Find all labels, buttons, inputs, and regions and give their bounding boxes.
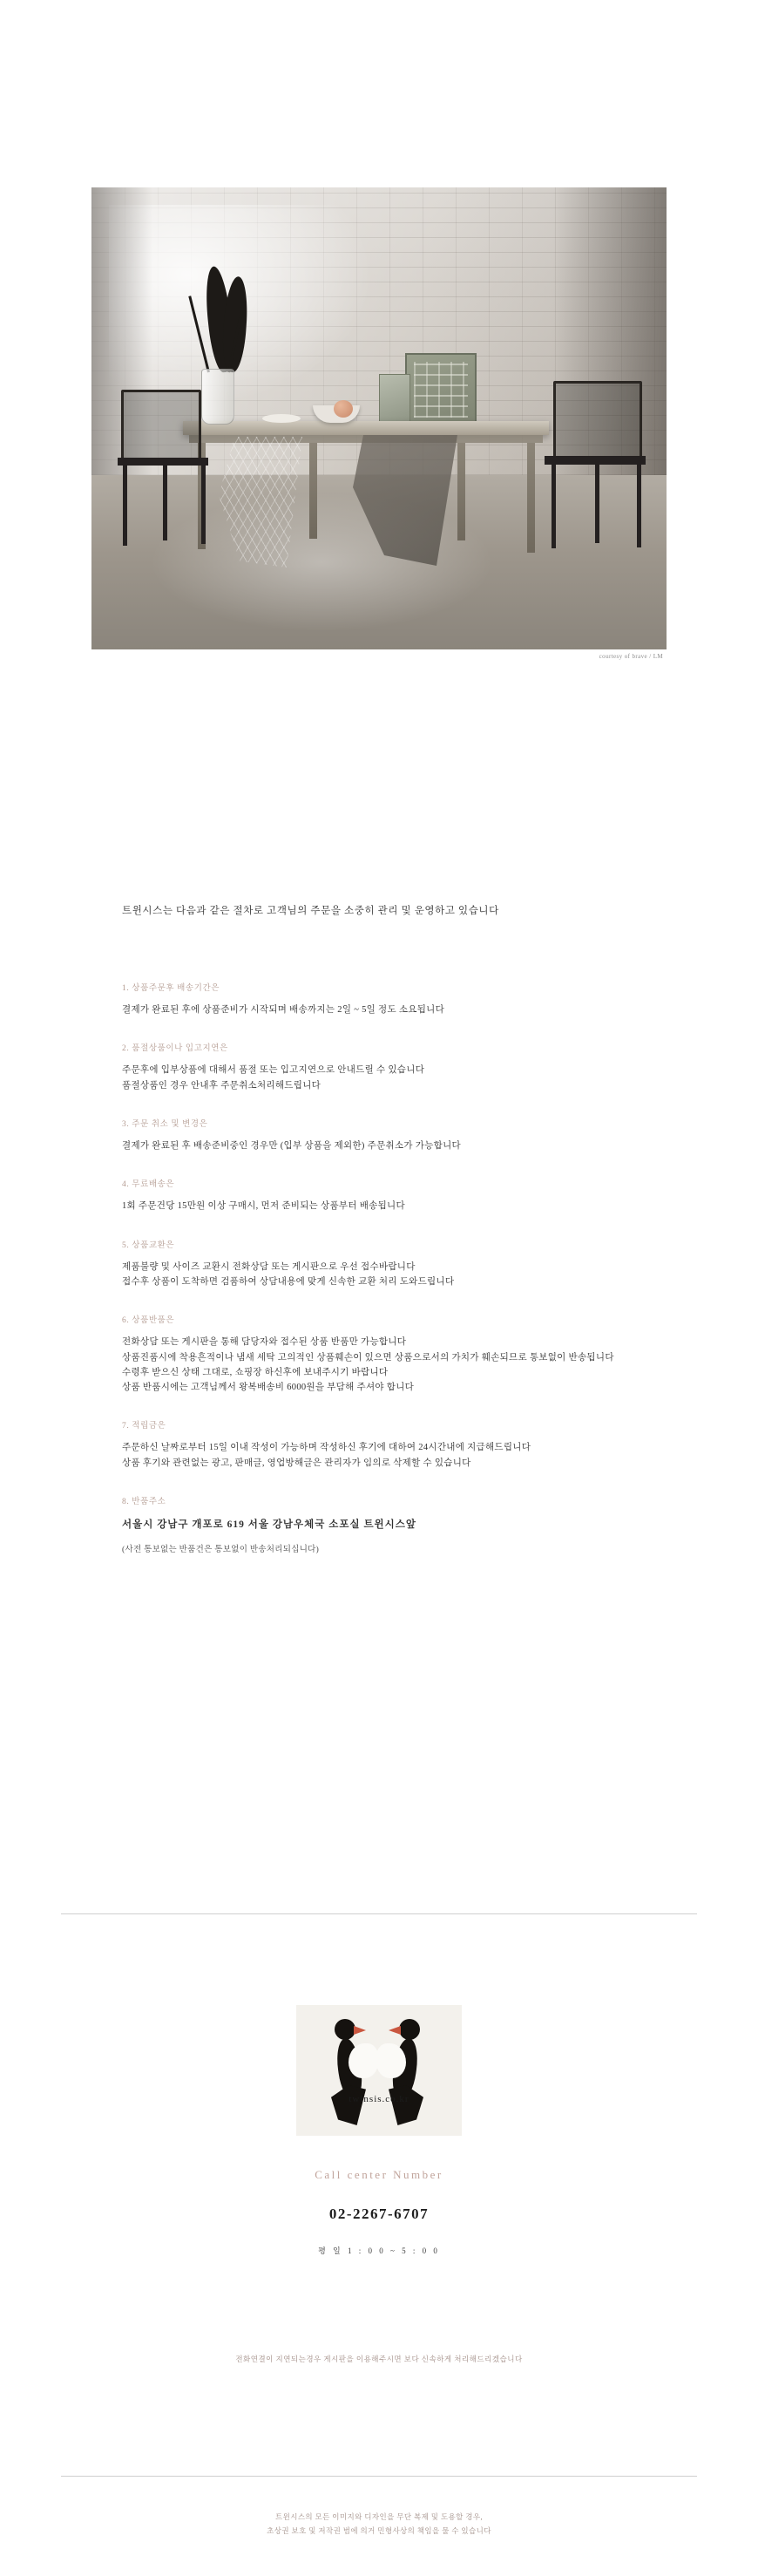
copyright-line-2: 초상권 보호 및 저작권 범에 의거 민형사상의 책임을 물 수 있습니다 — [267, 2525, 491, 2535]
section-line: 상품 반품시에는 고객님께서 왕복배송비 6000원을 부담해 주셔야 합니다 — [122, 1383, 415, 1393]
section-line: 결제가 완료된 후 배송준비중인 경우만 (입부 상품을 제외한) 주문취소가 가능합니다 — [122, 1140, 461, 1151]
section-line: 제품불량 및 사이즈 교환시 전화상담 또는 게시판으로 우선 접수바랍니다 — [122, 1261, 416, 1272]
section-line: 상품 후기와 관련없는 광고, 판매글, 영업방해글은 관리자가 임의로 삭제할 수 있습니다 — [122, 1458, 471, 1468]
copyright-line-1: 트윈시스의 모든 이미지와 디자인을 무단 복제 및 도용할 경우, — [274, 2512, 483, 2521]
chair-right — [545, 381, 649, 551]
intro-paragraph: 트윈시스는 다음과 같은 절차로 고객님의 주문을 소중히 관리 및 운영하고 있습니다 — [122, 906, 499, 916]
section-line: 접수후 상품이 도착하면 검품하여 상담내용에 맞게 신속한 교환 처리 도와드립니다 — [122, 1276, 455, 1287]
section-line: 결제가 완료된 후에 상품준비가 시작되며 배송까지는 2일 ~ 5일 정도 소요됩니다 — [122, 1005, 445, 1015]
section-title: 2. 품절상품이나 입고지연은 — [122, 1044, 228, 1054]
table-leg — [457, 443, 465, 540]
section-line: 상품진품시에 착용흔적이나 냄새 세탁 고의적인 상품훼손이 있으면 상품으로서의 가치가 훼손되므로 통보없이 반송됩니다 — [122, 1352, 614, 1363]
section-line: 주문후에 입부상품에 대해서 품절 또는 입고지연으로 안내드릴 수 있습니다 — [122, 1065, 425, 1076]
policy-section — [122, 1117, 662, 1153]
table-leg — [309, 443, 317, 539]
return-address-note: (사전 통보없는 반품건은 통보없이 반송처리되십니다) — [122, 1546, 320, 1555]
policy-section — [122, 1238, 662, 1290]
bird-tail-icon — [389, 2085, 423, 2125]
call-center-hours: 평 일 1 : 0 0 ~ 5 : 0 0 — [318, 2246, 440, 2255]
section-title: 8. 반품주소 — [122, 1498, 166, 1507]
bird-head-icon — [335, 2019, 355, 2040]
section-line: 전화상담 또는 게시판을 통해 담당자와 접수된 상품 반품만 가능합니다 — [122, 1337, 407, 1348]
section-title: 7. 적립금은 — [122, 1422, 166, 1431]
bird-wing-icon — [349, 2043, 378, 2078]
section-title: 6. 상품반품은 — [122, 1316, 175, 1326]
policy-section — [122, 1041, 662, 1093]
section-line: 주문하신 날짜로부터 15일 이내 작성이 가능하며 작성하신 후기에 대하여 24시간내에 지급해드립니다 — [122, 1443, 531, 1453]
bird-beak-icon — [389, 2026, 401, 2035]
section-title: 3. 주문 취소 및 변경은 — [122, 1119, 208, 1129]
bird-head-icon — [399, 2019, 420, 2040]
section-line: 수령후 받으신 상태 그대로, 쇼핑장 하신후에 보내주시기 바랍니다 — [122, 1367, 389, 1377]
hero-photo — [91, 187, 667, 649]
divider-bottom — [61, 2476, 697, 2477]
bird-beak-icon — [354, 2026, 366, 2035]
policy-sections — [122, 981, 662, 1581]
table-leg — [527, 443, 535, 553]
bird-tail-icon — [331, 2085, 366, 2125]
divider-top — [61, 1913, 697, 1914]
policy-section — [122, 1177, 662, 1213]
section-title: 4. 무료배송은 — [122, 1180, 175, 1190]
table-top — [183, 421, 549, 435]
return-address: 서울시 강남구 개포로 619 서울 강남우체국 소포실 트윈시스앞 — [122, 1519, 416, 1531]
section-line: 1회 주문건당 15만원 이상 구매시, 먼저 준비되는 상품부터 배송됩니다 — [122, 1201, 405, 1212]
section-title: 5. 상품교환은 — [122, 1240, 175, 1250]
policy-section — [122, 1418, 662, 1471]
section-title: 1. 상품주문후 배송기간은 — [122, 984, 220, 993]
hero-image-block — [91, 187, 667, 676]
brand-logo — [296, 2005, 462, 2136]
section-line: 품절상품인 경우 안내후 주문취소처리해드립니다 — [122, 1080, 321, 1091]
fruit-decor — [334, 400, 353, 418]
logo-text: twinsis.co.kr — [349, 2094, 409, 2104]
policy-section — [122, 981, 662, 1017]
policy-section — [122, 1313, 662, 1395]
copyright-note — [0, 2511, 758, 2538]
call-center-number[interactable]: 02-2267-6707 — [328, 2206, 430, 2222]
call-center-label: Call center Number — [315, 2168, 443, 2181]
small-board-decor — [379, 374, 410, 425]
policy-section-return-address — [122, 1494, 662, 1558]
image-credit: courtesy of brave / LM — [599, 653, 663, 660]
plate-decor — [262, 414, 301, 423]
chair-left — [118, 390, 213, 547]
bird-wing-icon — [376, 2043, 406, 2078]
grid-board-decor — [405, 353, 477, 426]
call-delay-notice: 전화연결이 지연되는경우 게시판을 이용해주시면 보다 신속하게 처리해드리겠습니다 — [235, 2355, 523, 2363]
